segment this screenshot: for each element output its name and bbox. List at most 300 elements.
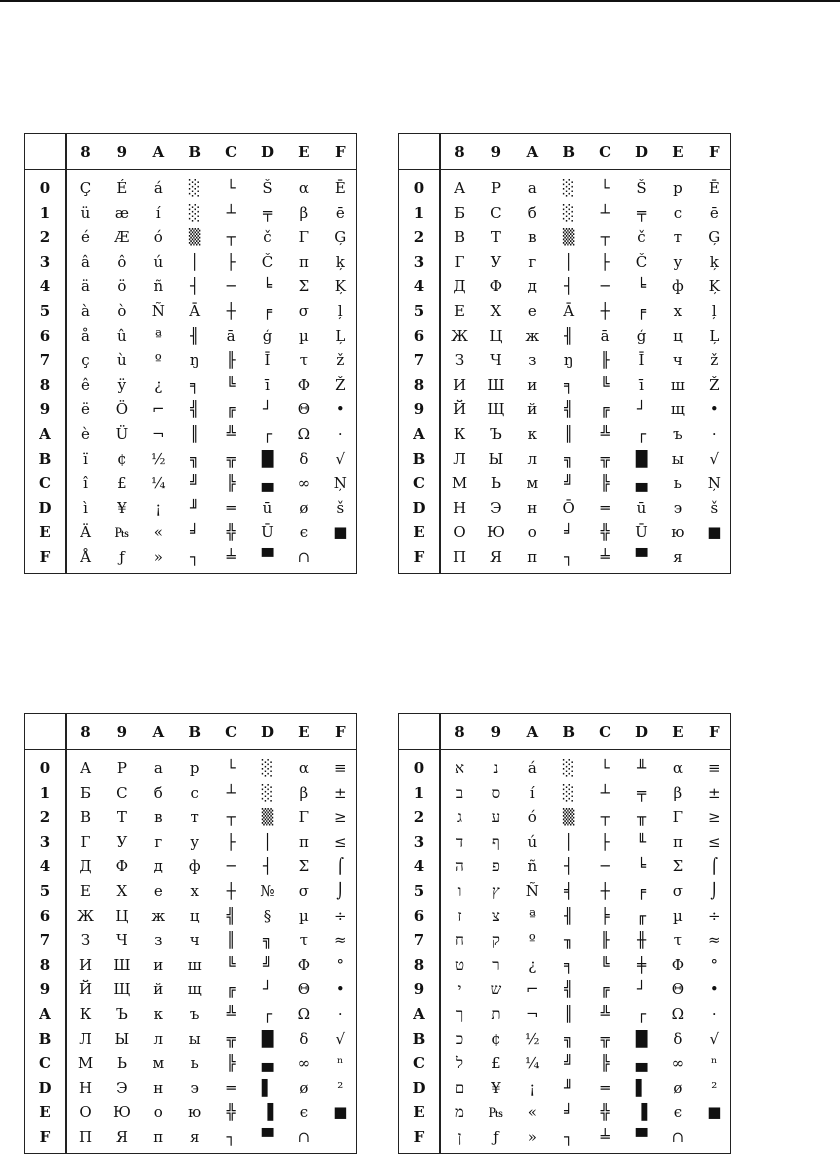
char-cell: Φ: [671, 955, 685, 974]
char-cell: л: [527, 449, 538, 468]
char-cell: ±: [708, 783, 721, 802]
char-cell: »: [527, 1128, 537, 1146]
char-cell: ь: [673, 474, 682, 493]
char-cell: ¼: [525, 1054, 540, 1073]
char-cell: Σ: [298, 857, 310, 876]
char-cell: ь: [190, 1054, 199, 1073]
char-cell: ŋ: [189, 351, 200, 370]
char-cell: ½: [525, 1029, 540, 1048]
column-header: A: [152, 143, 165, 161]
char-cell: ╝: [190, 474, 200, 493]
char-cell: א: [454, 759, 464, 777]
char-cell: ═: [600, 498, 610, 517]
char-cell: ┤: [190, 277, 200, 296]
row-header: 8: [39, 955, 51, 974]
char-cell: í: [529, 783, 535, 802]
char-cell: ░: [261, 759, 274, 777]
column-header: D: [634, 723, 648, 741]
char-cell: Ω: [297, 425, 311, 443]
row-header: 5: [413, 302, 425, 320]
char-cell: ф: [672, 277, 684, 296]
char-cell: ш: [670, 375, 685, 394]
char-cell: ī: [265, 375, 270, 394]
char-cell: ¢: [117, 449, 127, 468]
char-cell: ķ: [709, 252, 719, 271]
char-cell: ÿ: [117, 375, 127, 394]
row-header: 7: [413, 931, 425, 950]
char-cell: Γ: [672, 808, 684, 827]
row-header: D: [412, 1078, 426, 1097]
char-cell: ═: [600, 1078, 610, 1097]
char-cell: Р: [116, 759, 127, 777]
column-header: C: [599, 723, 612, 741]
char-cell: ╬: [226, 1103, 236, 1122]
char-cell: σ: [298, 882, 310, 900]
char-cell: ƒ: [119, 548, 125, 566]
char-cell: ┬: [226, 808, 236, 827]
char-cell: µ: [299, 906, 309, 925]
row-header: 6: [413, 326, 425, 345]
char-cell: »: [153, 548, 163, 566]
char-cell: ∞: [297, 474, 311, 493]
char-cell: ì: [83, 498, 88, 517]
row-header: 0: [39, 179, 51, 197]
column-header: B: [188, 723, 202, 741]
char-cell: ⌠: [336, 857, 345, 876]
char-cell: Ģ: [708, 228, 721, 247]
char-cell: ס: [491, 783, 501, 802]
char-cell: Б: [79, 783, 92, 802]
char-cell: │: [190, 252, 200, 271]
char-cell: Ļ: [335, 326, 346, 345]
row-header: 8: [413, 955, 425, 974]
char-cell: ŋ: [563, 351, 574, 370]
row-header: 6: [39, 906, 51, 925]
char-cell: Ю: [112, 1103, 131, 1122]
char-cell: Н: [452, 498, 467, 517]
char-cell: А: [79, 759, 92, 777]
char-cell: ░: [562, 759, 575, 777]
char-cell: ║: [564, 425, 574, 443]
char-cell: ╔: [600, 980, 610, 999]
char-cell: ┌: [636, 1005, 647, 1023]
char-cell: ž: [710, 351, 719, 370]
char-cell: Ц: [115, 906, 129, 925]
char-cell: ≥: [708, 808, 721, 827]
char-cell: ┌: [262, 425, 273, 443]
table-bottom-left: [24, 713, 357, 1154]
row-header: 9: [39, 400, 51, 419]
char-cell: δ: [299, 449, 309, 468]
char-cell: ╘: [636, 277, 647, 296]
row-header: 9: [413, 400, 425, 419]
char-cell: [696, 545, 733, 569]
char-cell: и: [153, 955, 164, 974]
row-header: 6: [39, 326, 51, 345]
column-header: F: [334, 143, 346, 161]
char-cell: ≈: [708, 931, 721, 950]
char-cell: ┴: [226, 783, 236, 802]
row-header: F: [413, 1128, 425, 1146]
char-cell: ╦: [600, 449, 610, 468]
char-cell: Ш: [113, 955, 131, 974]
char-cell: ╖: [564, 931, 574, 950]
char-cell: ┼: [600, 302, 610, 320]
char-cell: с: [190, 783, 199, 802]
char-cell: з: [154, 931, 163, 950]
char-cell: √: [335, 449, 346, 468]
char-cell: ═: [226, 498, 236, 517]
char-cell: й: [527, 400, 538, 419]
char-cell: ╟: [226, 351, 236, 370]
char-cell: ⁿ: [711, 1054, 718, 1073]
row-header: 8: [413, 375, 425, 394]
row-header: 1: [413, 203, 425, 222]
column-header: A: [152, 723, 165, 741]
row-header: 3: [413, 832, 425, 851]
column-header: 9: [116, 723, 128, 741]
char-cell: ╓: [636, 906, 647, 925]
char-cell: ╧: [600, 548, 610, 566]
char-cell: Е: [454, 302, 465, 320]
char-cell: П: [452, 548, 467, 566]
char-cell: τ: [299, 351, 309, 370]
char-cell: ╒: [262, 302, 273, 320]
char-cell: Х: [116, 882, 128, 900]
char-cell: æ: [114, 203, 129, 222]
char-cell: Д: [453, 277, 466, 296]
char-cell: ц: [189, 906, 200, 925]
char-cell: ▀: [635, 1128, 648, 1146]
char-cell: ï: [83, 449, 88, 468]
column-header: E: [298, 143, 310, 161]
char-cell: ת: [491, 1005, 501, 1023]
row-header: C: [39, 474, 51, 493]
char-cell: á: [527, 759, 537, 777]
char-cell: á: [153, 179, 163, 197]
char-cell: ü: [80, 203, 91, 222]
char-cell: ₧: [114, 523, 130, 542]
char-cell: ▄: [261, 1054, 274, 1073]
char-cell: ┘: [262, 400, 273, 419]
char-cell: Щ: [487, 400, 505, 419]
char-cell: פ: [491, 857, 500, 876]
char-cell: Ж: [77, 906, 94, 925]
char-cell: Т: [116, 808, 127, 827]
char-cell: │: [564, 252, 574, 271]
char-cell: ā: [226, 326, 236, 345]
column-header: C: [225, 143, 238, 161]
char-cell: Э: [116, 1078, 128, 1097]
char-cell: ²: [337, 1078, 344, 1097]
char-cell: ≤: [708, 832, 721, 851]
char-cell: ╗: [564, 449, 574, 468]
char-cell: ├: [226, 252, 236, 271]
row-header: 1: [39, 783, 51, 802]
char-cell: µ: [673, 906, 683, 925]
char-cell: í: [155, 203, 161, 222]
char-cell: ┼: [600, 882, 610, 900]
char-cell: к: [153, 1005, 163, 1023]
row-header: 2: [413, 808, 425, 827]
column-header-row: [25, 134, 356, 170]
char-cell: Н: [78, 1078, 93, 1097]
row-header: 9: [39, 980, 51, 999]
char-cell: ⌠: [710, 857, 719, 876]
char-cell: ║: [190, 425, 200, 443]
char-cell: ÷: [334, 906, 347, 925]
row-header: D: [38, 498, 52, 517]
row-header: 2: [39, 228, 51, 247]
char-cell: Ļ: [709, 326, 720, 345]
char-cell: ─: [600, 277, 610, 296]
char-cell: Й: [452, 400, 467, 419]
char-cell: ך: [455, 1005, 464, 1023]
char-cell: ░: [562, 179, 575, 197]
char-cell: מ: [455, 1103, 464, 1122]
char-cell: ╠: [226, 1054, 236, 1073]
char-cell: ░: [188, 179, 201, 197]
row-header: 9: [413, 980, 425, 999]
char-cell: č: [637, 228, 646, 247]
char-cell: ר: [492, 955, 500, 974]
row-header: E: [413, 523, 425, 542]
char-cell: ╔: [226, 400, 236, 419]
char-cell: ū: [636, 498, 647, 517]
char-cell: ╬: [600, 523, 610, 542]
char-cell: ╟: [600, 931, 610, 950]
char-cell: Я: [115, 1128, 128, 1146]
char-cell: ú: [527, 832, 538, 851]
char-cell: β: [299, 203, 309, 222]
char-cell: ╩: [226, 425, 236, 443]
char-cell: у: [190, 832, 200, 851]
char-cell: ▀: [261, 1128, 274, 1146]
char-cell: С: [116, 783, 128, 802]
char-cell: ю: [188, 1103, 202, 1122]
char-cell: ╗: [262, 931, 273, 950]
char-cell: ф: [188, 857, 201, 876]
column-header: B: [562, 143, 576, 161]
char-cell: ═: [226, 1078, 236, 1097]
row-header: E: [39, 523, 51, 542]
char-cell: У: [116, 832, 128, 851]
column-header: E: [672, 723, 684, 741]
char-cell: π: [298, 252, 309, 271]
column-header: B: [188, 143, 202, 161]
row-header: 3: [39, 832, 51, 851]
char-cell: «: [153, 523, 163, 542]
char-cell: о: [527, 523, 537, 542]
char-cell: ╒: [636, 882, 647, 900]
char-cell: נ: [493, 759, 499, 777]
char-cell: ╕: [564, 375, 574, 394]
row-header: E: [413, 1103, 425, 1122]
char-cell: а: [153, 759, 163, 777]
char-cell: ы: [671, 449, 684, 468]
char-cell: Č: [261, 252, 274, 271]
char-cell: ה: [455, 857, 464, 876]
char-cell: ▒: [261, 808, 274, 827]
char-cell: х: [673, 302, 683, 320]
char-cell: ▐: [635, 1103, 648, 1122]
column-header: F: [708, 723, 720, 741]
char-cell: ף: [492, 832, 500, 851]
char-cell: ж: [525, 326, 540, 345]
char-cell: ⌡: [710, 882, 719, 900]
char-cell: ╙: [636, 832, 647, 851]
char-cell: ╢: [190, 326, 200, 345]
char-cell: ┬: [226, 228, 236, 247]
char-cell: █: [635, 449, 648, 468]
char-cell: Ā: [563, 302, 575, 320]
char-cell: £: [117, 474, 127, 493]
char-cell: ц: [673, 326, 683, 345]
row-header: 5: [39, 302, 51, 320]
char-cell: ģ: [262, 326, 273, 345]
row-header: A: [413, 425, 425, 443]
char-cell: ┘: [636, 400, 647, 419]
table-bottom-right: [398, 713, 731, 1154]
char-cell: ī: [639, 375, 644, 394]
char-cell: °: [336, 955, 345, 974]
row-header: A: [39, 425, 51, 443]
row-header: 0: [413, 759, 425, 777]
char-cell: Š: [636, 179, 647, 197]
char-cell: π: [298, 832, 309, 851]
char-cell: Ō: [562, 498, 575, 517]
char-cell: б: [153, 783, 163, 802]
char-cell: ∞: [297, 1054, 311, 1073]
char-cell: ┴: [226, 203, 236, 222]
char-cell: Ч: [116, 931, 128, 950]
char-cell: ª: [154, 326, 162, 345]
char-cell: δ: [673, 1029, 683, 1048]
char-cell: Я: [489, 548, 502, 566]
char-cell: °: [710, 955, 719, 974]
char-cell: ד: [455, 832, 464, 851]
char-cell: ø: [299, 498, 309, 517]
char-cell: ╕: [190, 375, 200, 394]
char-cell: Ь: [490, 474, 501, 493]
char-cell: ļ: [711, 302, 717, 320]
char-cell: ג: [457, 808, 462, 827]
char-cell: │: [262, 832, 273, 851]
column-header: D: [260, 143, 274, 161]
char-cell: ┤: [262, 857, 273, 876]
char-cell: Э: [490, 498, 502, 517]
column-header: 8: [80, 143, 91, 161]
char-cell: ─: [226, 277, 236, 296]
column-header: A: [526, 143, 539, 161]
char-cell: è: [81, 425, 90, 443]
char-cell: ח: [455, 931, 464, 950]
row-header: C: [39, 1054, 51, 1073]
char-cell: И: [452, 375, 467, 394]
char-cell: █: [261, 1029, 274, 1048]
row-header: D: [412, 498, 426, 517]
char-cell: └: [226, 179, 236, 197]
char-cell: ⌡: [336, 882, 345, 900]
char-cell: ├: [600, 832, 610, 851]
char-cell: Ц: [489, 326, 503, 345]
char-cell: α: [672, 759, 683, 777]
char-cell: ½: [151, 449, 166, 468]
char-cell: п: [153, 1128, 164, 1146]
char-cell: м: [152, 1054, 165, 1073]
char-cell: §: [263, 906, 272, 925]
char-cell: ┐: [564, 548, 574, 566]
char-cell: כ: [455, 1029, 464, 1048]
char-cell: У: [490, 252, 502, 271]
char-cell: Ж: [451, 326, 468, 345]
char-cell: ļ: [337, 302, 343, 320]
char-cell: ▄: [635, 1054, 648, 1073]
char-cell: ץ: [491, 882, 500, 900]
char-cell: Ω: [671, 1005, 685, 1023]
char-cell: Ž: [709, 375, 720, 394]
char-cell: ╤: [636, 203, 647, 222]
char-cell: а: [527, 179, 537, 197]
char-cell: щ: [670, 400, 685, 419]
char-cell: р: [189, 759, 200, 777]
char-cell: ■: [707, 1103, 722, 1122]
row-header: 5: [39, 882, 51, 900]
char-cell: ש: [490, 980, 502, 999]
char-cell: Б: [453, 203, 466, 222]
char-cell: δ: [299, 1029, 309, 1048]
char-cell: ╞: [600, 906, 610, 925]
column-header-row: [25, 714, 356, 750]
row-header: C: [413, 474, 425, 493]
char-cell: Ņ: [333, 474, 347, 493]
char-cell: ░: [562, 203, 575, 222]
char-cell: к: [527, 425, 537, 443]
row-header: 2: [413, 228, 425, 247]
char-cell: ■: [333, 523, 348, 542]
char-cell: п: [527, 548, 538, 566]
char-cell: т: [673, 228, 683, 247]
char-cell: г: [154, 832, 163, 851]
char-cell: з: [528, 351, 537, 370]
char-cell: ķ: [335, 252, 345, 271]
char-cell: ϵ: [673, 1103, 683, 1122]
char-cell: ç: [81, 351, 90, 370]
char-cell: ъ: [673, 425, 683, 443]
char-cell: ū: [262, 498, 273, 517]
char-cell: Ü: [115, 425, 129, 443]
char-cell: И: [78, 955, 93, 974]
char-cell: ¿: [528, 955, 537, 974]
char-cell: З: [454, 351, 465, 370]
char-cell: ¬: [152, 425, 165, 443]
char-cell: ø: [299, 1078, 309, 1097]
char-cell: ø: [673, 1078, 683, 1097]
char-cell: П: [78, 1128, 93, 1146]
char-cell: ל: [455, 1054, 464, 1073]
column-header: 8: [80, 723, 91, 741]
char-cell: Ω: [297, 1005, 311, 1023]
char-cell: Ģ: [334, 228, 347, 247]
char-cell: Ъ: [489, 425, 502, 443]
char-cell: ╥: [636, 808, 647, 827]
char-cell: ┬: [600, 808, 610, 827]
char-cell: ▒: [188, 228, 201, 247]
char-cell: █: [261, 449, 274, 468]
char-cell: э: [673, 498, 683, 517]
char-cell: ╦: [226, 1029, 236, 1048]
char-cell: ╚: [226, 375, 236, 394]
